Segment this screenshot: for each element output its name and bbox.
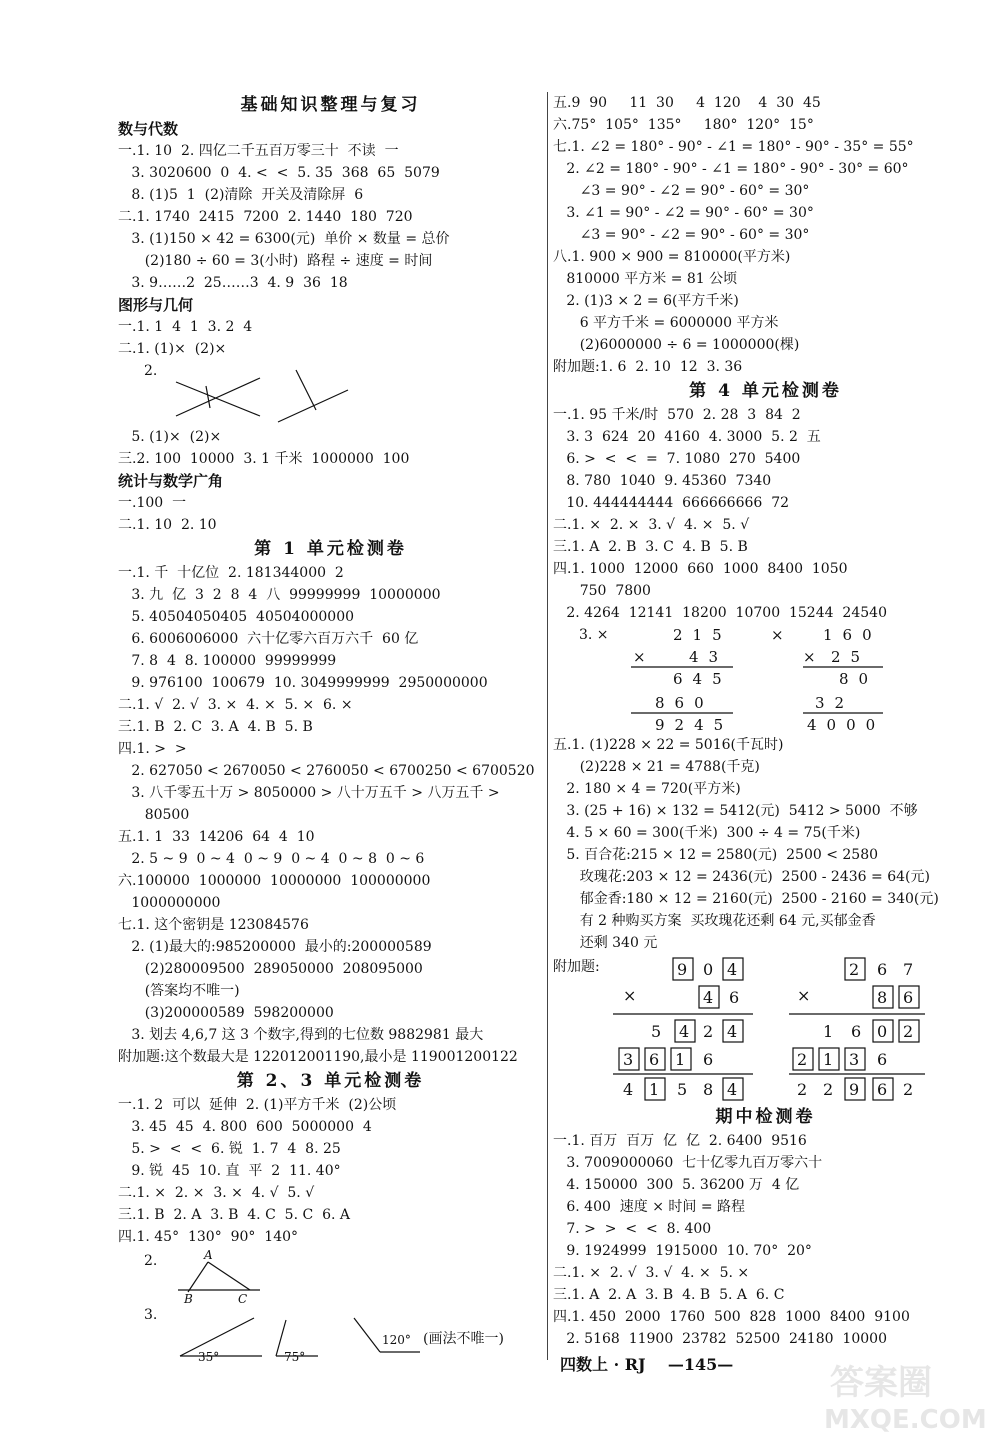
numbers-lines	[118, 140, 543, 294]
p2-top-0: 2	[849, 960, 860, 979]
answer-line: 一.1. 百万 百万 亿 亿 2. 6400 9516	[553, 1133, 807, 1149]
answer-line: (答案均不唯一)	[118, 983, 240, 999]
p1-p1-1: 4	[679, 1022, 690, 1041]
calc1-multiplier: 43	[689, 648, 729, 666]
p2-p1-3: 2	[903, 1022, 914, 1041]
p2-r-0: 2	[797, 1080, 808, 1099]
answer-line: 五.9 90 11 30 4 120 4 30 45	[553, 95, 821, 111]
answer-line: 有 2 种购买方案 买玫瑰花还剩 64 元,买郁金香	[553, 913, 876, 929]
answer-line: 9. 976100 100679 10. 3049999999 2950000000	[118, 675, 488, 691]
geometry-figure	[118, 360, 543, 426]
calc1-partial1: 645	[673, 670, 732, 688]
p2-p1-2: 0	[877, 1022, 888, 1041]
bonus-puzzle	[553, 954, 978, 1104]
p1-top-2: 4	[727, 960, 738, 979]
answer-line: ∠3 = 90° - ∠2 = 90° - 60° = 30°	[553, 183, 810, 199]
answer-line: 3. 划去 4,6,7 这 3 个数字,得到的七位数 9882981 最大	[118, 1027, 484, 1043]
p2-top-2: 7	[903, 960, 914, 979]
answer-line: 5. > < < 6. 锐 1. 7 4 8. 25	[118, 1141, 341, 1157]
answer-line: 六.75° 105° 135° 180° 120° 15°	[553, 117, 814, 133]
answer-line: 附加题:这个数最大是 12201200119​0,最小是 11900120012​2	[118, 1049, 518, 1065]
p1-r-3: 8	[703, 1080, 714, 1099]
answer-line: 3. 9……2 25……3 4. 9 36 18	[118, 275, 348, 291]
page-footer: 四数上 · RJ —145—	[560, 1355, 734, 1374]
answer-line: 5. (1)× (2)×	[118, 429, 222, 445]
p2-p2-3: 6	[877, 1050, 888, 1069]
answer-line: 3. 八千零五十万 > 8050000 > 八十万五千 > 八万五千 >	[118, 785, 500, 801]
answer-line: 2. 4264 12141 18200 10700 15244 24540	[553, 605, 887, 621]
geometry-title: 图形与几何	[118, 296, 194, 314]
answer-line: 五.1. 1 33 14206 64 4 10	[118, 829, 315, 845]
calc2-result: 4000	[807, 716, 886, 734]
point-c-label: C	[238, 1292, 248, 1306]
answer-line: 一.1. 1 4 1 3. 2 4	[118, 319, 253, 335]
p1-top-0: 9	[677, 960, 688, 979]
answer-line: 二.1. 1740 2415 7200 2. 1440 180 720	[118, 209, 413, 225]
answer-line: 3. 45 45 4. 800 600 5000000 4	[118, 1119, 372, 1135]
column-divider	[547, 92, 548, 1360]
midterm-lines	[553, 1130, 978, 1350]
answer-line: 6. 6006006000 六十亿零六百万六千 60 亿	[118, 631, 419, 647]
answer-line: 二.1. × 2. √ 3. √ 4. × 5. ×	[553, 1265, 750, 1281]
angle-35-label: 35°	[198, 1350, 220, 1364]
stats-title: 统计与数学广角	[118, 472, 224, 490]
point-b-label: B	[184, 1292, 193, 1306]
p2-p2-0: 2	[797, 1050, 808, 1069]
answer-line: 5. 40504050405 40504000000	[118, 609, 355, 625]
answer-line: 二.1. 10 2. 10	[118, 517, 217, 533]
answer-line: 一.1. 2 可以 延伸 2. (1)平方千米 (2)公顷	[118, 1097, 397, 1113]
perpendicular-lines-figure	[148, 360, 378, 426]
answer-line: (2)180 ÷ 60 = 3(小时) 路程 ÷ 速度 = 时间	[118, 253, 433, 269]
answer-line: 8. 780 1040 9. 45360 7340	[553, 473, 772, 489]
right-column	[553, 92, 978, 1350]
answer-line: 八.1. 900 × 900 = 810000(平方米)	[553, 249, 791, 265]
calc1-multiplicand: 215	[673, 626, 732, 644]
p1-p1-2: 2	[703, 1022, 714, 1041]
answer-line: 810000 平方米 = 81 公顷	[553, 271, 738, 287]
calc2-times: ×	[803, 648, 826, 666]
p1-r-2: 5	[677, 1080, 688, 1099]
answer-line: 2. (1)最大的:985200000 最小的:200000589	[118, 939, 432, 955]
answer-line: 7. 8 4 8. 100000 99999999	[118, 653, 337, 669]
answer-line: 4. 150000 300 5. 36200 万 4 亿	[553, 1177, 800, 1193]
answer-line: 2. (1)3 × 2 = 6(平方千米)	[553, 293, 739, 309]
answer-line: 3. 九 亿 3 2 8 4 八 99999999 10000000	[118, 587, 441, 603]
answer-line: 一.1. 10 2. 四亿二千五百万零三十 不读 一	[118, 143, 399, 159]
calc2-partial1: 80	[839, 670, 879, 688]
midterm-title: 期中检测卷	[715, 1107, 816, 1127]
vertical-multiplication	[553, 624, 978, 734]
p1-p2-3: 6	[703, 1050, 714, 1069]
angle-120-label: 120°	[382, 1333, 411, 1347]
p2-top-1: 6	[877, 960, 888, 979]
unit4-lines	[553, 404, 978, 624]
review-title: 基础知识整理与复习	[240, 95, 421, 115]
answer-line: 3. 3020600 0 4. < < 5. 35 368 65 5079	[118, 165, 440, 181]
answer-line: 3. (25 + 16) × 132 = 5412(元) 5412 > 5000 不够	[553, 803, 918, 819]
answer-line: (2)228 × 21 = 4788(千克)	[553, 759, 760, 775]
answer-line: 2. 627050 < 2670050 < 2760050 < 6700250 < 6700520	[118, 763, 535, 779]
calc2-partial2: 32	[815, 694, 855, 712]
p1-p2-1: 6	[649, 1050, 660, 1069]
answer-line: 10. 444444444 666666666 72	[553, 495, 790, 511]
answer-line: 5. 百合花:215 × 12 = 2580(元) 2500 < 2580	[553, 847, 879, 863]
p1-r-4: 4	[727, 1080, 738, 1099]
p1-r-0: 4	[623, 1080, 634, 1099]
answer-line: 6. 400 速度 × 时间 = 路程	[553, 1199, 746, 1215]
unit4-title: 第 4 单元检测卷	[689, 381, 842, 401]
drawing-note: (画法不唯一)	[423, 1331, 504, 1347]
answer-line: 三.1. B 2. A 3. B 4. C 5. C 6. A	[118, 1207, 351, 1223]
answer-line: 9. 1924999 1915000 10. 70° 20°	[553, 1243, 812, 1259]
p2-r-1: 2	[823, 1080, 834, 1099]
p2-p1-0: 1	[823, 1022, 834, 1041]
multiplication-drawing	[593, 624, 993, 734]
answer-line: 还剩 340 元	[553, 935, 658, 951]
bonus-drawing	[553, 954, 973, 1104]
answer-line: 三.1. A 2. A 3. B 4. B 5. A 6. C	[553, 1287, 785, 1303]
p2-r-3: 6	[877, 1080, 888, 1099]
answer-line: 二.1. × 2. × 3. × 4. √ 5. √	[118, 1185, 315, 1201]
answer-line: 9. 锐 45 10. 直 平 2 11. 40°	[118, 1163, 341, 1179]
p2-mul-0: 8	[877, 988, 888, 1007]
answer-line: 七.1. 这个密钥是 123084576	[118, 917, 309, 933]
answer-line: 二.1. × 2. × 3. √ 4. × 5. √	[553, 517, 750, 533]
p1-mul-1: 6	[729, 988, 740, 1007]
figure-label: 2.	[144, 1253, 158, 1269]
answer-line: 四.1. 450 2000 1760 500 828 1000 8400 9100	[553, 1309, 910, 1325]
answer-line: 二.1. √ 2. √ 3. × 4. × 5. × 6. ×	[118, 697, 353, 713]
p2-times: ×	[797, 986, 811, 1005]
answer-line: 三.2. 100 10000 3. 1 千米 1000000 100	[118, 451, 410, 467]
figure-label: 2.	[144, 363, 158, 379]
answer-line: 四.1. > >	[118, 741, 187, 757]
answer-line: 750 7800	[553, 583, 651, 599]
right-top-lines	[553, 92, 978, 378]
watermark-url: MXQE.COM	[824, 1405, 987, 1435]
p2-r-2: 9	[849, 1080, 860, 1099]
answer-line: (2)6000000 ÷ 6 = 1000000(棵)	[553, 337, 800, 353]
answer-line: 6 平方千米 = 6000000 平方米	[553, 315, 779, 331]
answer-line: 2. 180 × 4 = 720(平方米)	[553, 781, 741, 797]
triangle-abc-figure	[168, 1248, 328, 1304]
answer-line: 三.1. A 2. B 3. C 4. B 5. B	[553, 539, 748, 555]
unit23-lines	[118, 1094, 543, 1248]
answer-line: 三.1. B 2. C 3. A 4. B 5. B	[118, 719, 313, 735]
p2-mul-1: 6	[903, 988, 914, 1007]
angle-figures	[118, 1304, 543, 1364]
answer-line: 3. ∠1 = 90° - ∠2 = 90° - 60° = 30°	[553, 205, 814, 221]
p2-r-4: 2	[903, 1080, 914, 1099]
answer-line: 4. 5 × 60 = 300(千米) 300 ÷ 4 = 75(千米)	[553, 825, 861, 841]
answer-line: 2. 5168 11900 23782 52500 24180 10000	[553, 1331, 887, 1347]
answer-line: 一.100 一	[118, 495, 187, 511]
answer-line: 四.1. 1000 12000 660 1000 8400 1050	[553, 561, 848, 577]
p1-top-1: 0	[703, 960, 714, 979]
left-column	[118, 92, 543, 1364]
answer-line: 附加题:1. 6 2. 10 12 3. 36	[553, 359, 743, 375]
calc2-multiplicand: 160	[823, 626, 882, 644]
answer-line: 2. ∠2 = 180° - 90° - ∠1 = 180° - 90° - 30° = 60°	[553, 161, 909, 177]
answer-line: 8. (1)5 1 (2)清除 开关及清除屏 6	[118, 187, 364, 203]
unit1-title: 第 1 单元检测卷	[254, 539, 407, 559]
point-a-label: A	[204, 1248, 213, 1262]
answer-line: (3)200000589 598200000	[118, 1005, 334, 1021]
unit1-lines	[118, 562, 543, 1068]
answer-line: 2. 5 ~ 9 0 ~ 4 0 ~ 9 0 ~ 4 0 ~ 8 0 ~ 6	[118, 851, 425, 867]
angle-75-label: 75°	[284, 1350, 306, 1364]
answer-line: 3. 3 624 20 4160 4. 3000 5. 2 五	[553, 429, 821, 445]
answer-line: 七.1. ∠2 = 180° - 90° - ∠1 = 180° - 90° - 35° = 55°	[553, 139, 914, 155]
calc1-result: 9245	[655, 716, 734, 734]
answer-line: 3. 7009000060 七十亿零九百万零六十	[553, 1155, 823, 1171]
p1-p2-2: 1	[675, 1050, 686, 1069]
watermark-text: 答案圈	[830, 1363, 932, 1403]
numbers-title: 数与代数	[118, 120, 179, 138]
answer-line: 80500	[118, 807, 190, 823]
answer-line: 1000000000	[118, 895, 221, 911]
answer-line: 四.1. 45° 130° 90° 140°	[118, 1229, 299, 1245]
bonus-label: 附加题:	[553, 959, 600, 975]
answer-line: 五.1. (1)228 × 22 = 5016(千瓦时)	[553, 737, 784, 753]
calc-label: 3. ×	[579, 627, 609, 643]
answer-line: 3. (1)150 × 42 = 6300(元) 单价 × 数量 = 总价	[118, 231, 450, 247]
answer-line: 郁金香:180 × 12 = 2160(元) 2500 - 2160 = 340(元)	[553, 891, 939, 907]
calc1-partial2: 860	[655, 694, 714, 712]
watermark-logo	[810, 1356, 987, 1436]
answer-line: ∠3 = 90° - ∠2 = 90° - 60° = 30°	[553, 227, 810, 243]
triangle-figure	[118, 1248, 543, 1304]
p1-p1-0: 5	[651, 1022, 662, 1041]
answer-line: 7. > > < < 8. 400	[553, 1221, 712, 1237]
p2-p2-1: 1	[823, 1050, 834, 1069]
figure-label: 3.	[144, 1307, 158, 1323]
answer-line: 二.1. (1)× (2)×	[118, 341, 227, 357]
calc2-cross: ×	[771, 626, 784, 644]
p1-r-1: 1	[649, 1080, 660, 1099]
calc1-times: ×	[633, 648, 656, 666]
p2-p2-2: 3	[849, 1050, 860, 1069]
calc2-multiplier: 25	[831, 648, 871, 666]
unit4-lines2	[553, 734, 978, 954]
p1-p1-3: 4	[727, 1022, 738, 1041]
p1-p2-0: 3	[623, 1050, 634, 1069]
answer-line: 玫瑰花:203 × 12 = 2436(元) 2500 - 2436 = 64(元)	[553, 869, 930, 885]
answer-line: 一.1. 千 十亿位 2. 181344000 2	[118, 565, 344, 581]
unit23-title: 第 2、3 单元检测卷	[236, 1071, 425, 1091]
answer-line: 六.100000 1000000 10000000 100000000	[118, 873, 431, 889]
p1-mul-0: 4	[703, 988, 714, 1007]
answer-line: 6. > < < = 7. 1080 270 5400	[553, 451, 801, 467]
answer-line: (2)280009500 289050000 208095000	[118, 961, 423, 977]
answer-line: 一.1. 95 千米/时 570 2. 28 3 84 2	[553, 407, 801, 423]
p1-times: ×	[623, 986, 637, 1005]
p2-p1-1: 6	[851, 1022, 862, 1041]
